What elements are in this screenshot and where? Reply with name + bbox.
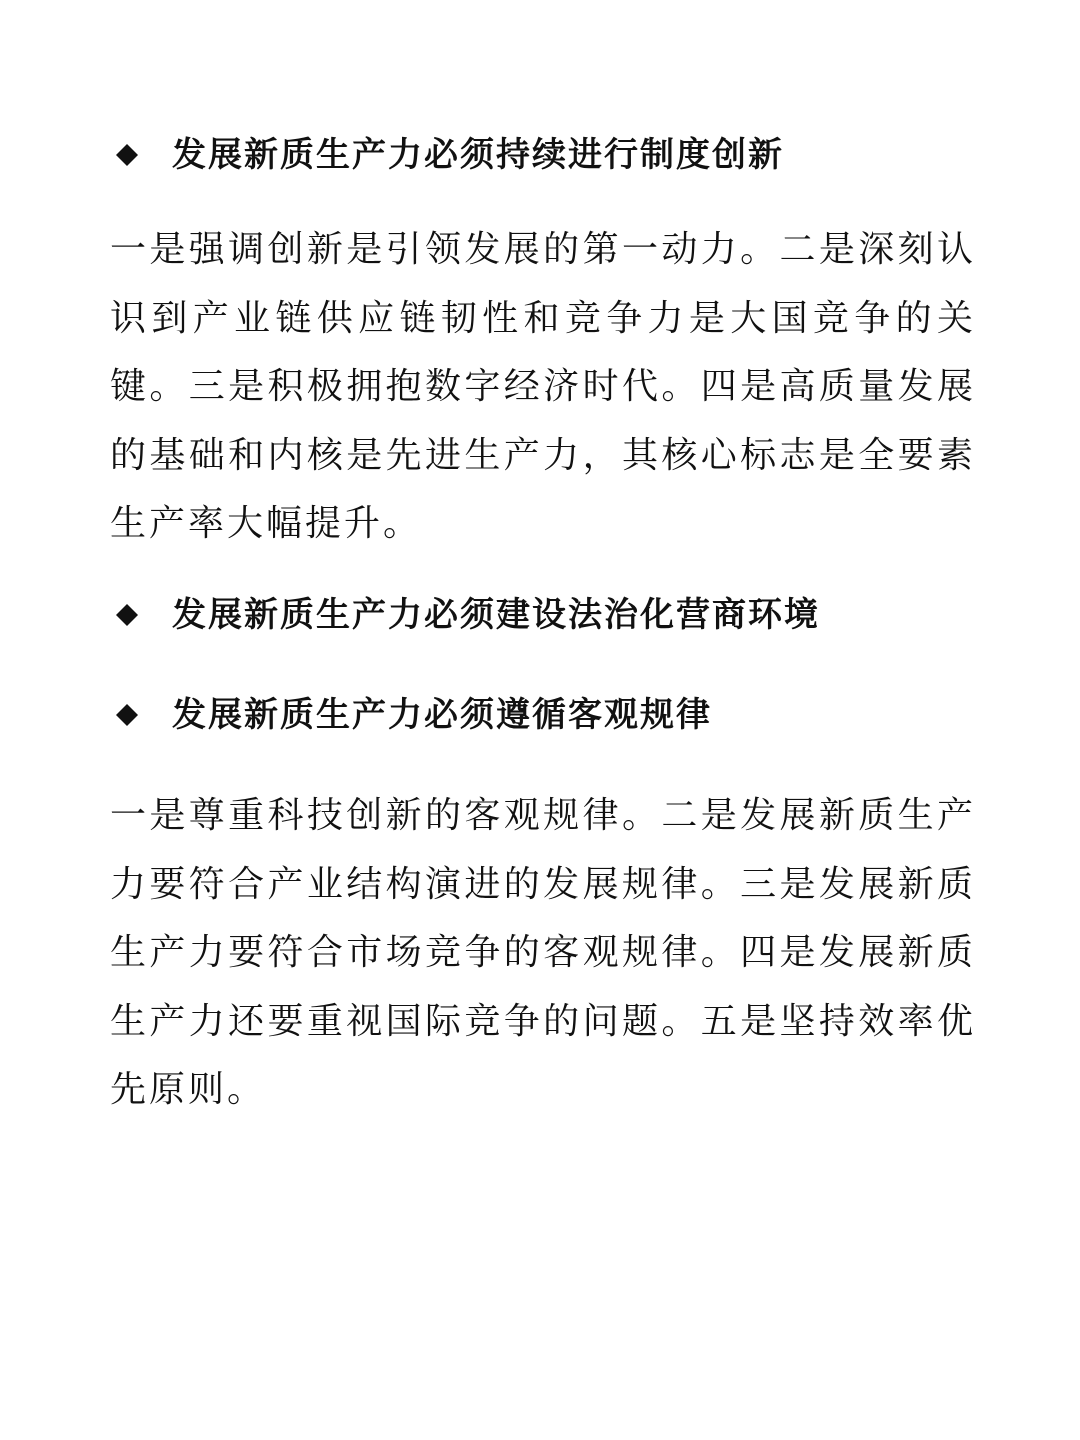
diamond-bullet-icon bbox=[116, 604, 138, 626]
section-heading bbox=[112, 690, 982, 740]
diamond-bullet-icon bbox=[116, 704, 138, 726]
section-heading-text: 发展新质生产力必须遵循客观规律 bbox=[172, 695, 712, 735]
section-body: 一是强调创新是引领发展的第一动力。二是深刻认识到产业链供应链韧性和竞争力是大国竞争的关键。三是积极拥抱数字经济时代。四是高质量发展的基础和内核是先进生产力，其核心标志是全要素生产率大幅提升。 bbox=[110, 229, 976, 544]
section-heading bbox=[112, 130, 982, 180]
section-heading-text: 发展新质生产力必须持续进行制度创新 bbox=[172, 135, 784, 175]
section-heading-text: 发展新质生产力必须建设法治化营商环境 bbox=[172, 595, 820, 635]
section-heading bbox=[112, 590, 982, 640]
diamond-bullet-icon bbox=[116, 144, 138, 166]
section-body: 一是尊重科技创新的客观规律。二是发展新质生产力要符合产业结构演进的发展规律。三是发展新质生产力要符合市场竞争的客观规律。四是发展新质生产力还要重视国际竞争的问题。五是坚持效率优先原则。 bbox=[110, 795, 976, 1110]
